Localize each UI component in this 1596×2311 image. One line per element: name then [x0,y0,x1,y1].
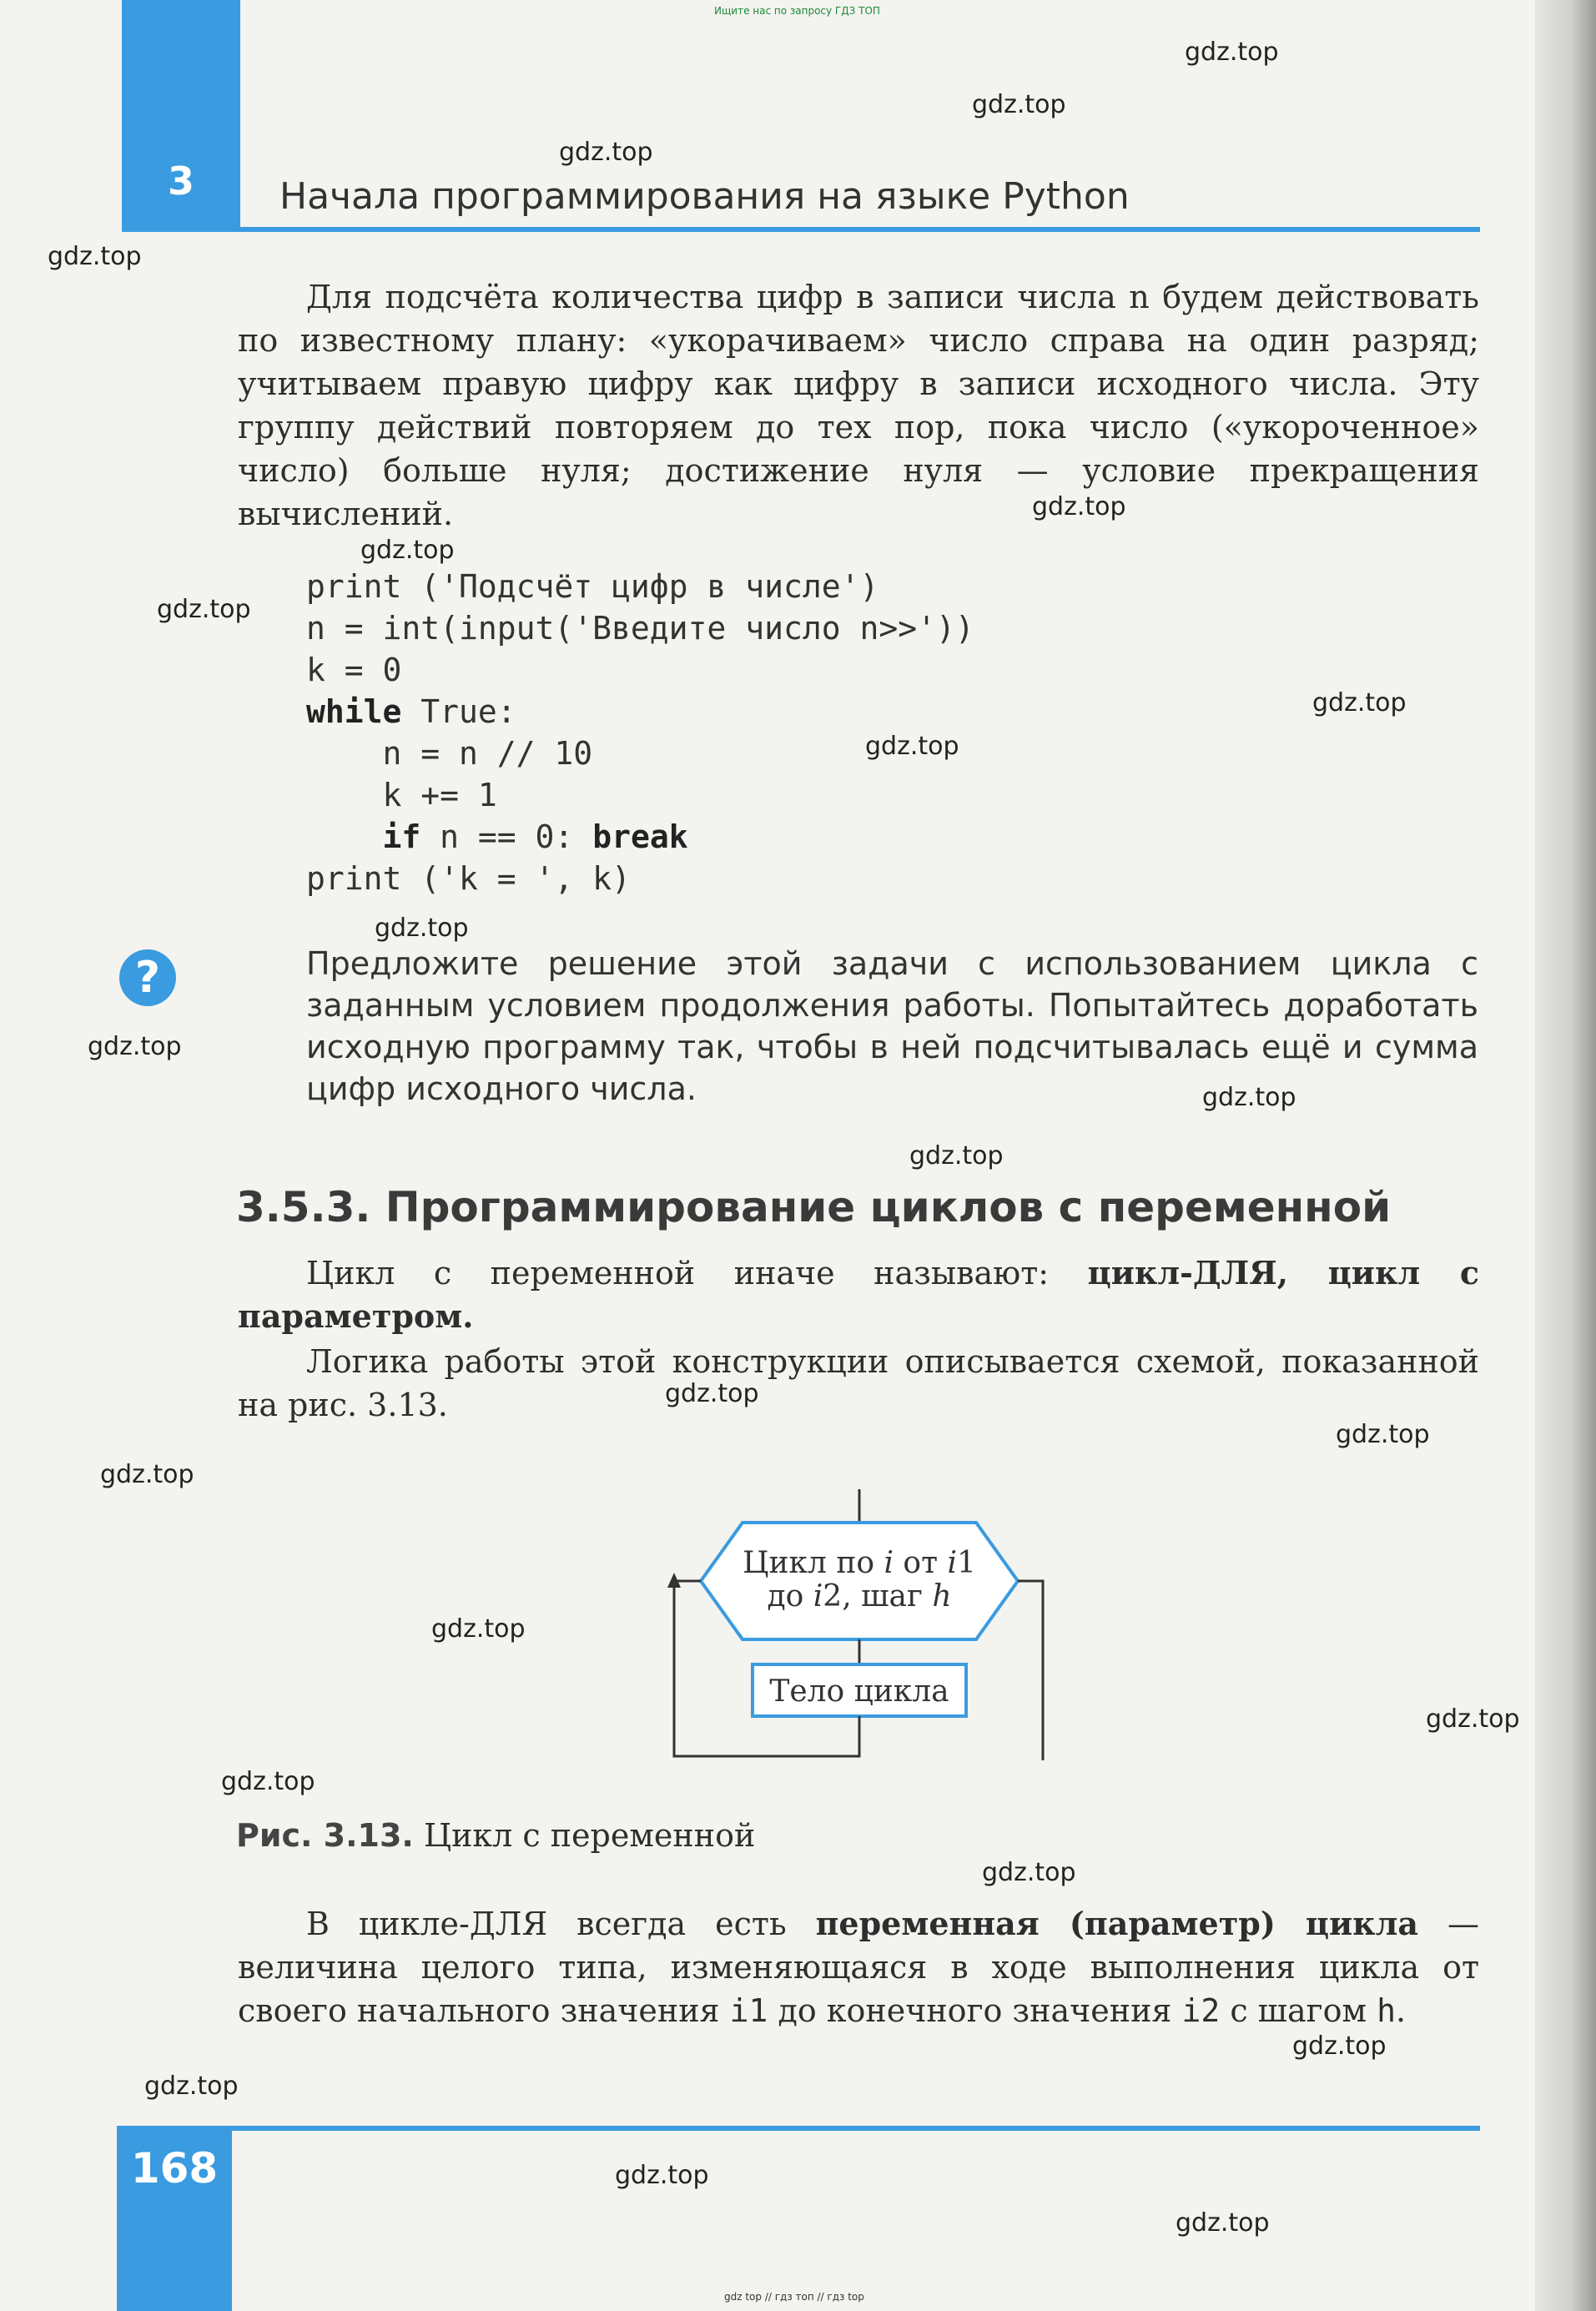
section-p1-bold: цикл-ДЛЯ, цикл с параметром. [238,1254,1479,1335]
code-line-7-mid: n == 0: [420,818,593,855]
flow-exit-line [1018,1581,1043,1760]
watermark: gdz.top [88,1032,182,1061]
watermark: gdz.top [615,2161,709,2190]
watermark: gdz.top [1336,1420,1430,1449]
keyword-break: break [592,818,688,855]
keyword-while: while [306,693,402,730]
watermark: gdz.top [100,1460,194,1489]
final-text-e: с шагом [1220,1992,1377,2029]
code-line-4-rest: True: [401,693,516,730]
question-icon: ? [119,949,176,1006]
final-text-bold: переменная (параметр) цикла [815,1905,1419,1942]
top-banner: Ищите нас по запросу ГДЗ ТОП [714,5,880,17]
chapter-number: 3 [167,159,194,204]
watermark: gdz.top [221,1767,315,1796]
footer-text: gdz top // гдз топ // гдз top [724,2291,864,2303]
watermark: gdz.top [909,1141,1004,1171]
caption-label: Рис. 3.13. [236,1817,414,1854]
page-gutter-shade [1535,0,1596,2311]
var-i1: i1 [729,1992,768,2029]
question-text: Предложите решение этой задачи с использованием цикла с заданным условием продолжения работы. Попытайтесь доработать исходную программу так, чтобы в ней подсчитывалась ещё и сумма цифр исходного числа. [306,945,1478,1107]
watermark: gdz.top [1185,38,1279,67]
watermark: gdz.top [1426,1704,1520,1734]
section-p1-text: Цикл с переменной иначе называют: [306,1255,1088,1291]
page-number: 168 [130,2144,219,2193]
code-line-3: k = 0 [306,652,402,688]
final-paragraph [238,1902,1479,2032]
intro-text: Для подсчёта количества цифр в записи числа n будем действовать по известному плану: «укорачиваем» число справа на один разряд; учитываем правую цифру как цифру в записи исходного числа. Эту группу действий повторяем до тех пор, пока число («укороченное» число) больше нуля; достижение нуля — условие прекращения вычислений. [238,279,1479,532]
watermark: gdz.top [982,1858,1076,1887]
final-text-f: . [1395,1992,1407,2029]
var-h: h [1377,1992,1396,2029]
watermark: gdz.top [665,1379,759,1408]
var-i2: i2 [1181,1992,1221,2029]
watermark: gdz.top [375,914,469,943]
watermark: gdz.top [1312,688,1407,717]
header-rule [122,227,1480,232]
watermark: gdz.top [48,242,142,271]
section-p1 [238,1251,1479,1338]
final-text-d: до конечного значения [768,1992,1182,2029]
watermark: gdz.top [559,138,653,167]
watermark: gdz.top [1032,492,1126,521]
code-line-6: k += 1 [306,777,497,813]
code-line-5: n = n // 10 [306,735,593,772]
watermark: gdz.top [865,732,959,761]
code-line-2: n = int(input('Введите число n>>')) [306,610,974,647]
section-title: 3.5.3. Программирование циклов с переменной [236,1183,1392,1231]
hex-line-2: до i2, шаг h [767,1579,952,1614]
section-p2: Логика работы этой конструкции описывается схемой, показанной на рис. 3.13. [238,1343,1479,1423]
loop-body-label: Тело цикла [769,1674,949,1709]
keyword-if: if [382,818,421,855]
watermark: gdz.top [431,1614,526,1644]
caption-text: Цикл с переменной [413,1817,756,1854]
loop-flowchart [659,1489,1076,1773]
code-line-8: print ('k = ', k) [306,860,631,897]
watermark: gdz.top [144,2072,239,2101]
watermark: gdz.top [360,536,455,565]
watermark: gdz.top [972,90,1066,119]
code-line-7 [306,816,974,858]
code-line-4 [306,691,974,733]
final-text-a: В цикле-ДЛЯ всегда есть [306,1906,816,1942]
final-text-c: — величина целого типа, изменяющаяся в ходе выполнения цикла от своего начального значения [238,1906,1479,2029]
watermark: gdz.top [1202,1083,1296,1112]
figure-caption [236,1817,755,1854]
watermark: gdz.top [157,595,251,624]
footer-rule [122,2126,1480,2131]
watermark: gdz.top [1176,2208,1270,2238]
watermark: gdz.top [1292,2032,1387,2061]
code-line-1: print ('Подсчёт цифр в числе') [306,568,879,605]
chapter-title: Начала программирования на языке Python [279,175,1130,218]
intro-paragraph [238,275,1479,536]
section-paragraphs [238,1251,1479,1427]
hex-line-1: Цикл по i от i1 [743,1546,976,1580]
